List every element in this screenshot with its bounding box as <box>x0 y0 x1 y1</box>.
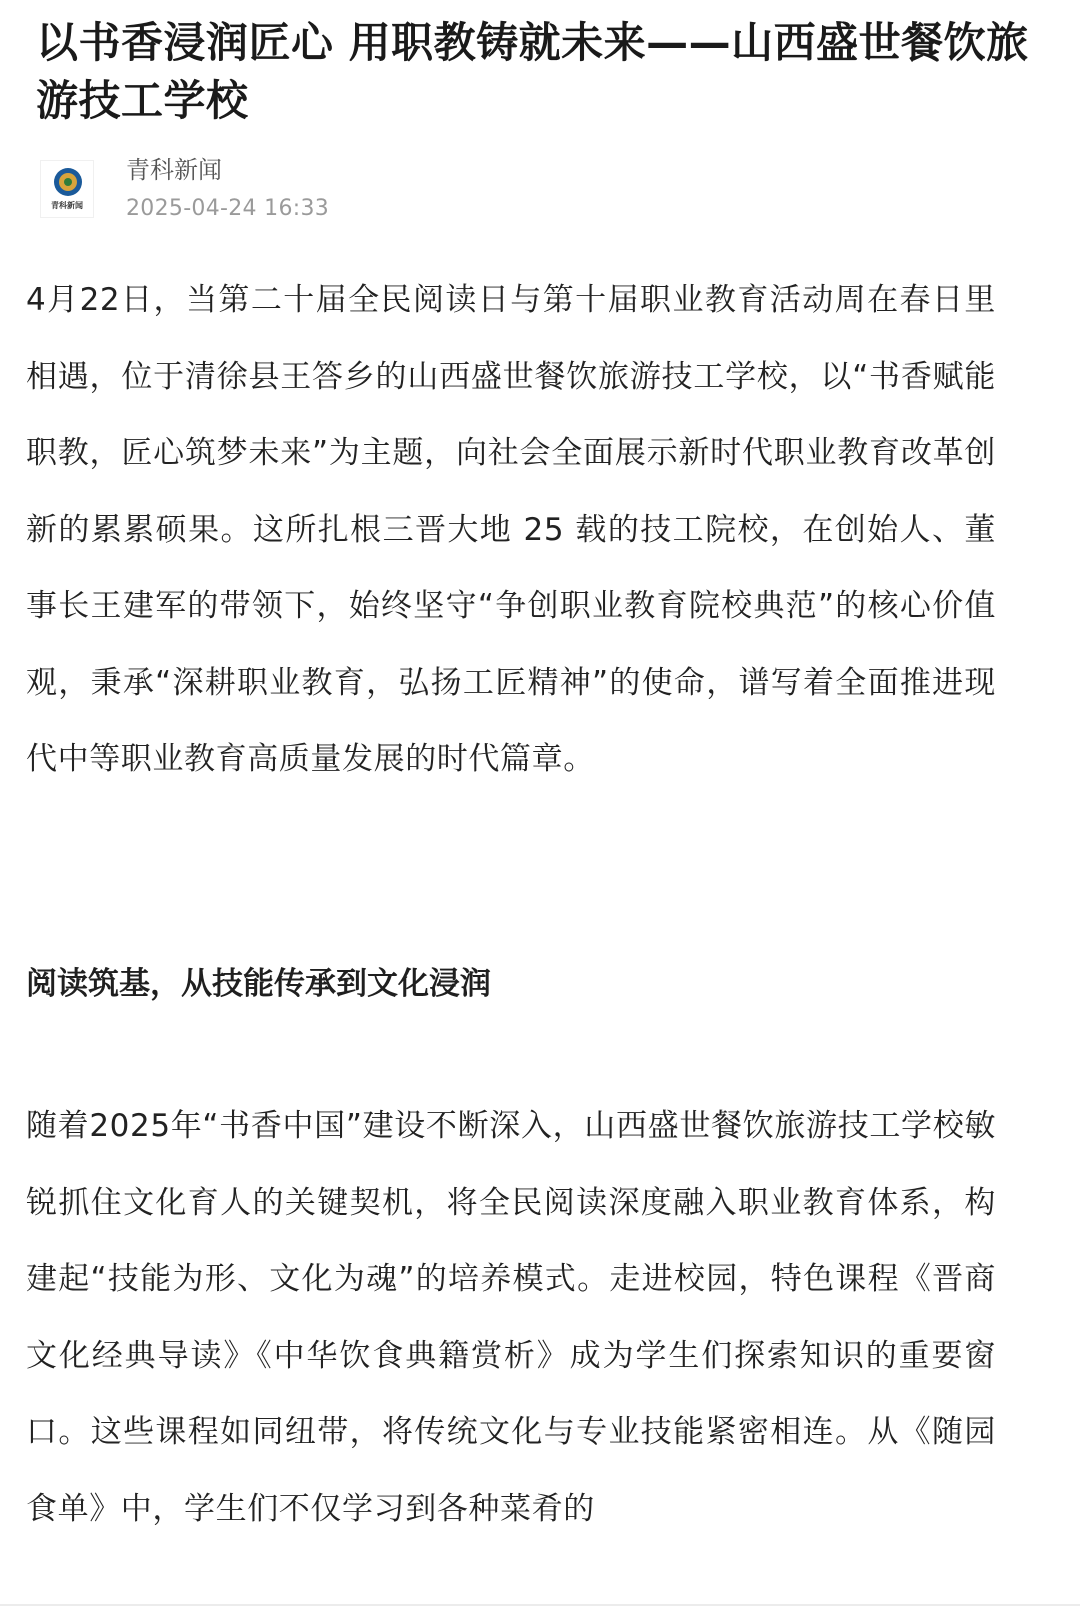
logo-emblem-core <box>64 178 72 186</box>
source-name[interactable]: 青科新闻 <box>126 156 222 184</box>
article-title: 以书香浸润匠心 用职教铸就未来——山西盛世餐饮旅游技工学校 <box>36 18 1029 125</box>
paragraph-1: 4月22日，当第二十届全民阅读日与第十届职业教育活动周在春日里相遇，位于清徐县王答乡的山西盛世餐饮旅游技工学校，以“书香赋能职教，匠心筑梦未来”为主题，向社会全面展示新时代职业教育改革创新的累累硕果。这所扎根三晋大地 25 载的技工院校，在创始人、董事长王建军的带领下，始终坚守“争创职业教育院校典范”的核心价值观，秉承“深耕职业教育，弘扬工匠精神”的使命，谱写着全面推进现代中等职业教育高质量发展的时代篇章。 <box>26 282 996 777</box>
logo-text: 青科新闻 <box>51 201 83 210</box>
logo-emblem-inner <box>59 173 77 191</box>
bottom-divider <box>0 1604 1080 1606</box>
source-logo[interactable] <box>40 160 94 218</box>
logo-emblem-icon <box>54 168 82 196</box>
source-row[interactable] <box>40 152 640 232</box>
publish-time: 2025-04-24 16:33 <box>126 196 330 221</box>
paragraph-2: 随着2025年“书香中国”建设不断深入，山西盛世餐饮旅游技工学校敏锐抓住文化育人的关键契机，将全民阅读深度融入职业教育体系，构建起“技能为形、文化为魂”的培养模式。走进校园，特色课程《晋商文化经典导读》《中华饮食典籍赏析》成为学生们探索知识的重要窗口。这些课程如同纽带，将传统文化与专业技能紧密相连。从《随园食单》中，学生们不仅学习到各种菜肴的 <box>26 1108 996 1527</box>
section-heading: 阅读筑基，从技能传承到文化浸润 <box>26 966 491 1002</box>
